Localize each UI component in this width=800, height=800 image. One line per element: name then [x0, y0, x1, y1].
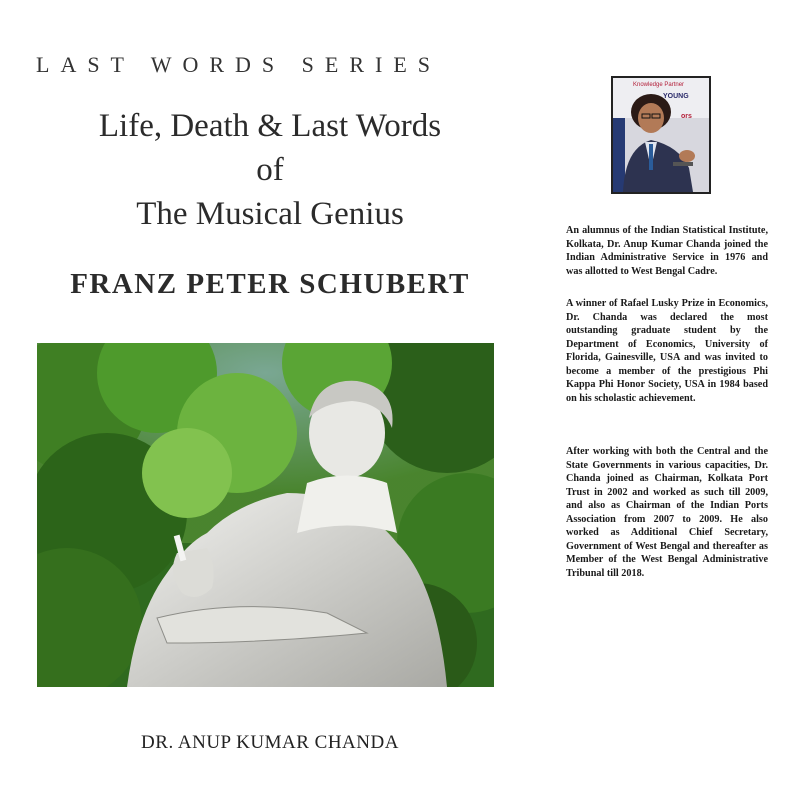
series-title: LAST WORDS SERIES — [36, 52, 442, 77]
bio-paragraph-1 — [566, 224, 768, 278]
bio-text-1: An alumnus of the Indian Statistical Institute, Kolkata, Dr. Anup Kumar Chanda joined the Indian Administrative Service in 1976 and was allotted to West Bengal Cadre. — [566, 225, 768, 277]
title-line-3: The Musical Genius — [136, 196, 404, 232]
bio-paragraph-2 — [566, 297, 768, 405]
author-portrait — [611, 76, 711, 194]
subject-name: FRANZ PETER SCHUBERT — [70, 268, 470, 300]
bio-paragraph-3 — [566, 445, 768, 580]
book-title — [20, 104, 520, 236]
schubert-statue-photo — [37, 343, 494, 687]
bio-text-3: After working with both the Central and the State Governments in various capacities, Dr. Chanda joined as Chairman, Kolkata Port Trust in 2002 and worked as such till 2009, and also as Chairman of the Indian Ports Association from 2007 to 2009. He also worked as Additional Chief Secretary, Government of West Bengal and thereafter as Member of the West Bengal Administrative Tribunal till 2018. — [566, 446, 768, 579]
author-name: DR. ANUP KUMAR CHANDA — [141, 732, 399, 753]
banner-text-3: ors — [681, 113, 692, 120]
title-line-2: of — [256, 152, 284, 188]
title-line-1: Life, Death & Last Words — [98, 108, 442, 144]
banner-text-2: YOUNG — [663, 93, 689, 100]
banner-text-1: Knowledge Partner — [633, 82, 685, 88]
bio-text-2: A winner of Rafael Lusky Prize in Economics, Dr. Chanda was declared the most outstanding graduate student by the Department of Economics, University of Florida, Gainesville, USA and was invited to become a member of the prestigious Phi Kappa Phi Honor Society, USA in 1984 based on his scholastic achievement. — [566, 298, 768, 404]
